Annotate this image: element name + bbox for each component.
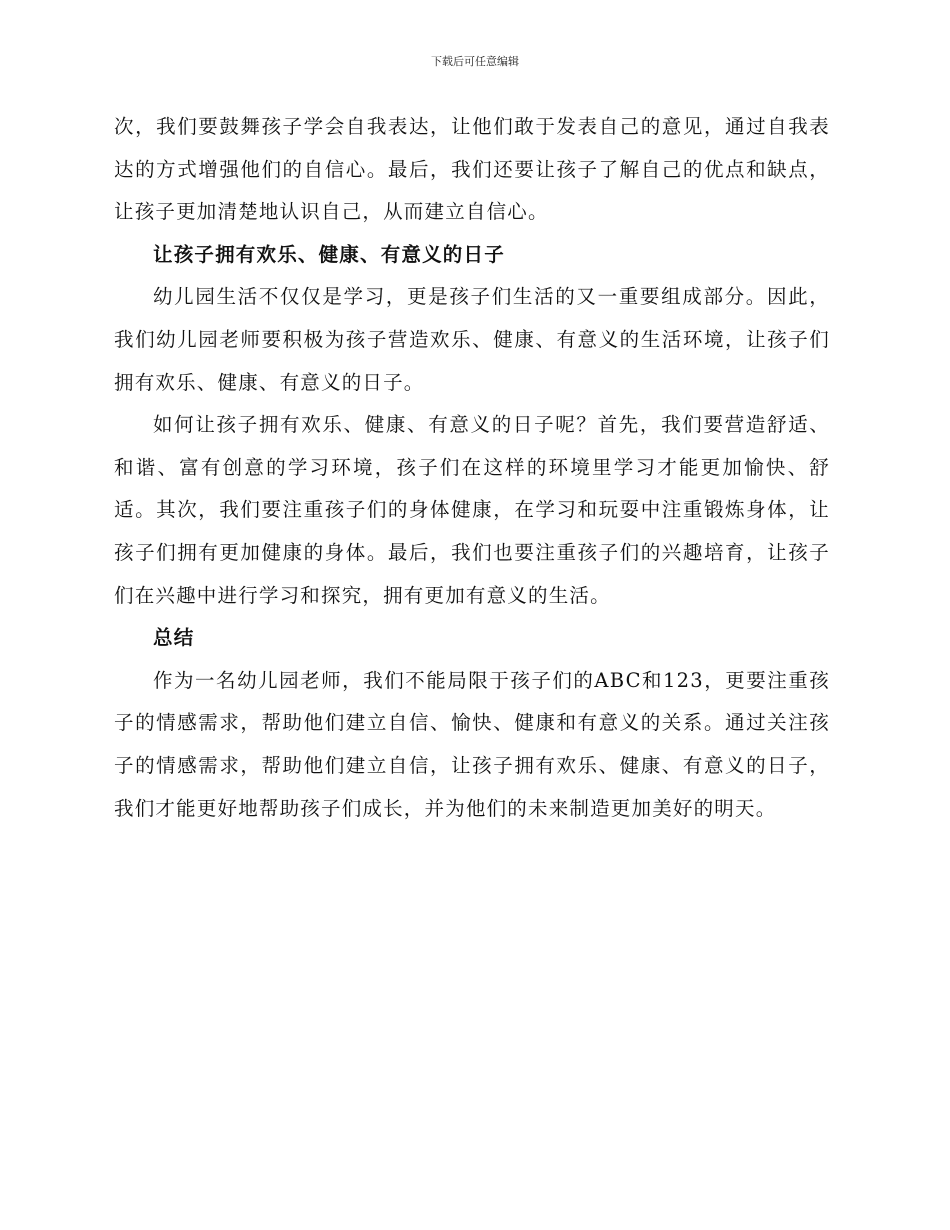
paragraph-how-to: 如何让孩子拥有欢乐、健康、有意义的日子呢？首先，我们要营造舒适、和谐、富有创意的学习环境，孩子们在这样的环境里学习才能更加愉快、舒适。其次，我们要注重孩子们的身体健康，在学习和玩耍中注重锻炼身体，让孩子们拥有更加健康的身体。最后，我们也要注重孩子们的兴趣培育，让孩子们在兴趣中进行学习和探究，拥有更加有意义的生活。 — [114, 413, 830, 607]
document-body — [114, 106, 830, 830]
section-heading-summary: 总结 — [153, 626, 195, 650]
paragraph-summary: 作为一名幼儿园老师，我们不能局限于孩子们的ABC和123，更要注重孩子的情感需求，帮助他们建立自信、愉快、健康和有意义的关系。通过关注孩子的情感需求，帮助他们建立自信，让孩子拥有欢乐、健康、有意义的日子，我们才能更好地帮助孩子们成长，并为他们的未来制造更加美好的明天。 — [114, 668, 830, 820]
paragraph-continuation: 次，我们要鼓舞孩子学会自我表达，让他们敢于发表自己的意见，通过自我表达的方式增强他们的自信心。最后，我们还要让孩子了解自己的优点和缺点，让孩子更加清楚地认识自己，从而建立自信心。 — [114, 115, 830, 224]
section-heading-happy-days: 让孩子拥有欢乐、健康、有意义的日子 — [153, 242, 505, 266]
page-header: 下载后可任意编辑 — [431, 55, 519, 68]
paragraph-kindergarten-life: 幼儿园生活不仅仅是学习，更是孩子们生活的又一重要组成部分。因此，我们幼儿园老师要积极为孩子营造欢乐、健康、有意义的生活环境，让孩子们拥有欢乐、健康、有意义的日子。 — [114, 285, 830, 394]
